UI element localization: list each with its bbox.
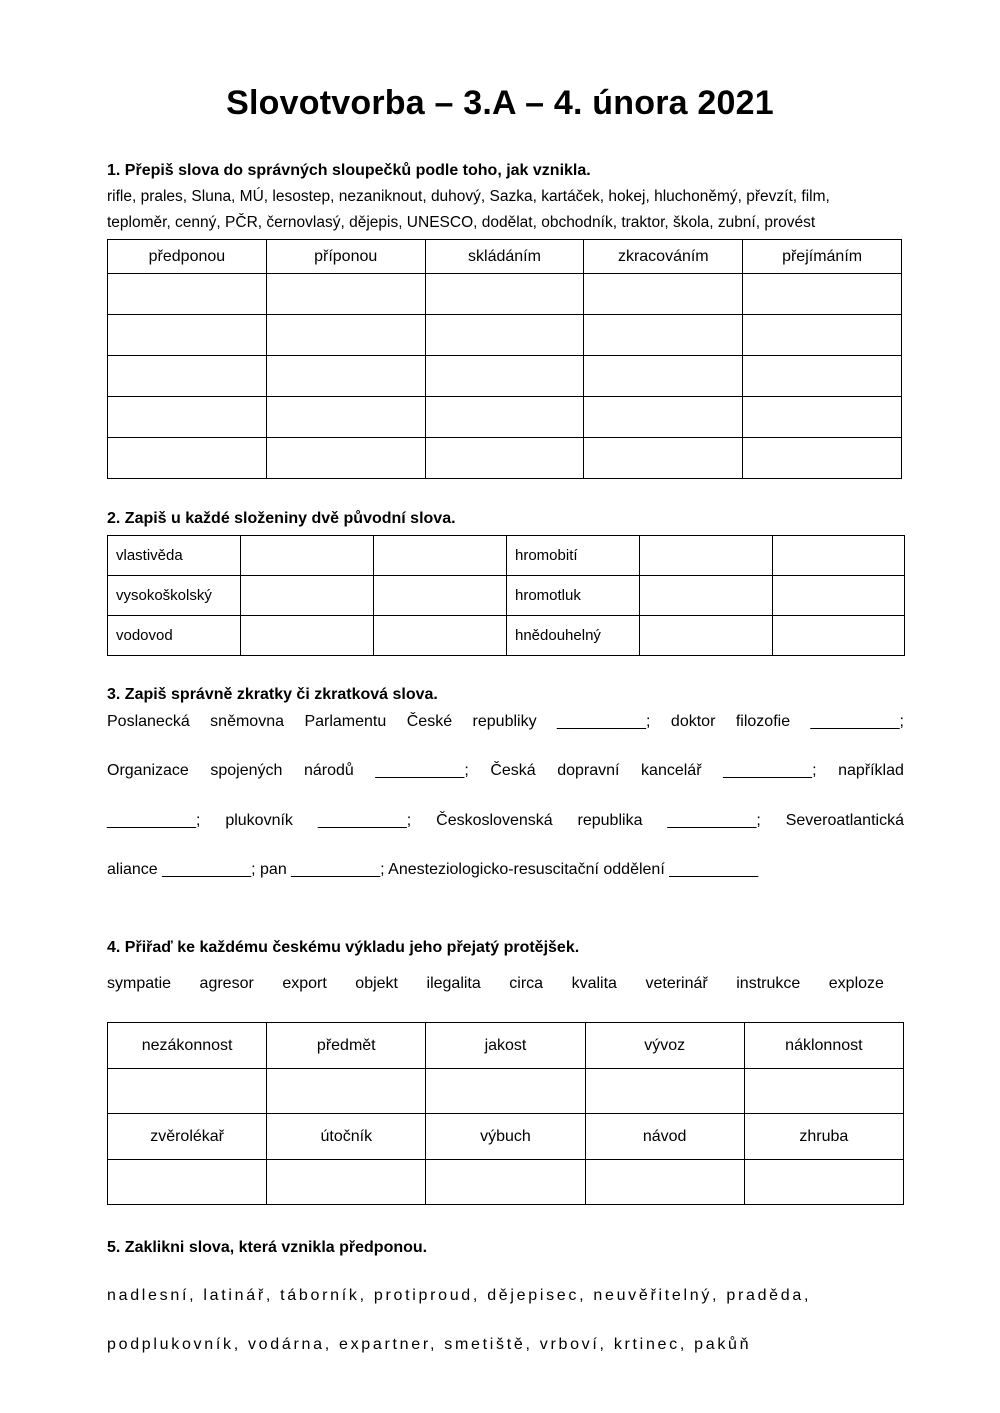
column-header: přejímáním xyxy=(743,240,902,274)
abbreviation-line-3 xyxy=(107,812,904,830)
answer-cell[interactable] xyxy=(374,536,507,576)
loanword: objekt xyxy=(355,975,398,992)
answer-cell[interactable] xyxy=(241,536,374,576)
czech-meaning: vývoz xyxy=(585,1023,744,1069)
line-word: plukovník xyxy=(225,812,293,829)
compound-word: hnědouhelný xyxy=(507,616,640,656)
line-word: Česká xyxy=(490,762,536,779)
answer-cell[interactable] xyxy=(584,397,743,438)
answer-cell[interactable] xyxy=(744,1069,903,1114)
loanword-list xyxy=(107,975,884,993)
answer-cell[interactable] xyxy=(773,576,905,616)
table-row xyxy=(108,274,902,315)
loanword: ilegalita xyxy=(426,975,481,992)
loanword: circa xyxy=(509,975,544,992)
line-word: filozofie xyxy=(735,713,791,730)
line-word: Československá xyxy=(436,812,553,829)
answer-cell[interactable] xyxy=(241,616,374,656)
prefix-words-line-1[interactable]: nadlesní, latinář, táborník, protiproud, dějepisec, neuvěřitelný, praděda, xyxy=(107,1287,812,1304)
answer-cell[interactable] xyxy=(425,438,584,479)
line-word: České xyxy=(406,713,453,730)
answer-cell[interactable] xyxy=(773,616,905,656)
table-row xyxy=(108,576,905,616)
answer-cell[interactable] xyxy=(426,1160,585,1205)
column-header: příponou xyxy=(266,240,425,274)
answer-cell[interactable] xyxy=(426,1069,585,1114)
answer-cell[interactable] xyxy=(374,576,507,616)
loanword-matching-table xyxy=(107,1022,904,1205)
answer-blank[interactable]: __________; xyxy=(810,713,904,730)
answer-cell[interactable] xyxy=(108,1069,267,1114)
czech-meaning: návod xyxy=(585,1114,744,1160)
table-row xyxy=(108,1069,904,1114)
compound-word: vlastivěda xyxy=(108,536,241,576)
loanword: export xyxy=(282,975,327,992)
czech-meaning: zvěrolékař xyxy=(108,1114,267,1160)
answer-cell[interactable] xyxy=(640,616,773,656)
answer-blank[interactable]: __________; xyxy=(375,762,469,779)
line-word: spojených xyxy=(210,762,283,779)
column-header: zkracováním xyxy=(584,240,743,274)
answer-cell[interactable] xyxy=(266,397,425,438)
answer-cell[interactable] xyxy=(108,356,267,397)
answer-cell[interactable] xyxy=(374,616,507,656)
compound-word: hromobití xyxy=(507,536,640,576)
czech-meaning: jakost xyxy=(426,1023,585,1069)
compound-words-table xyxy=(107,535,905,656)
answer-blank[interactable]: __________; xyxy=(557,713,651,730)
czech-meaning: výbuch xyxy=(426,1114,585,1160)
czech-meaning: zhruba xyxy=(744,1114,903,1160)
answer-cell[interactable] xyxy=(743,438,902,479)
line-word: doktor xyxy=(670,713,716,730)
word-formation-table xyxy=(107,239,902,479)
page-title: Slovotvorba – 3.A – 4. února 2021 xyxy=(226,84,774,122)
loanword: instrukce xyxy=(736,975,801,992)
abbreviation-line-4: aliance __________; pan __________; Anesteziologicko-resuscitační oddělení __________ xyxy=(107,861,759,878)
answer-cell[interactable] xyxy=(266,356,425,397)
section1-heading: 1. Přepiš slova do správných sloupečků podle toho, jak vznikla. xyxy=(107,162,591,179)
answer-cell[interactable] xyxy=(108,315,267,356)
loanword: sympatie xyxy=(107,975,172,992)
answer-cell[interactable] xyxy=(108,397,267,438)
section1-words-line2: teploměr, cenný, PČR, černovlasý, dějepis, UNESCO, dodělat, obchodník, traktor, škola, zubní, provést xyxy=(107,214,816,231)
czech-meaning: nezákonnost xyxy=(108,1023,267,1069)
section1-words-line1: rifle, prales, Sluna, MÚ, lesostep, nezaniknout, duhový, Sazka, kartáček, hokej, hluchoněmý, převzít, film, xyxy=(107,188,830,205)
answer-cell[interactable] xyxy=(267,1069,426,1114)
answer-cell[interactable] xyxy=(241,576,374,616)
answer-cell[interactable] xyxy=(267,1160,426,1205)
section3-heading: 3. Zapiš správně zkratky či zkratková slova. xyxy=(107,686,438,703)
answer-blank[interactable]: __________; xyxy=(667,812,761,829)
answer-cell[interactable] xyxy=(585,1160,744,1205)
compound-word: hromotluk xyxy=(507,576,640,616)
line-word: Severoatlantická xyxy=(785,812,904,829)
answer-cell[interactable] xyxy=(425,356,584,397)
loanword: exploze xyxy=(828,975,884,992)
answer-cell[interactable] xyxy=(425,315,584,356)
table-row xyxy=(108,1160,904,1205)
answer-cell[interactable] xyxy=(773,536,905,576)
table-row xyxy=(108,536,905,576)
answer-blank[interactable]: __________; xyxy=(723,762,817,779)
prefix-words-line-2[interactable]: podplukovník, vodárna, expartner, smetiště, vrboví, krtinec, pakůň xyxy=(107,1336,752,1353)
answer-cell[interactable] xyxy=(743,397,902,438)
table-row xyxy=(108,315,902,356)
answer-cell[interactable] xyxy=(266,315,425,356)
answer-cell[interactable] xyxy=(585,1069,744,1114)
table-row xyxy=(108,397,902,438)
answer-cell[interactable] xyxy=(584,315,743,356)
answer-cell[interactable] xyxy=(743,315,902,356)
table-row xyxy=(108,438,902,479)
answer-cell[interactable] xyxy=(640,536,773,576)
compound-word: vodovod xyxy=(108,616,241,656)
answer-blank[interactable]: __________; xyxy=(317,812,412,829)
abbreviation-line-1 xyxy=(107,713,904,731)
czech-meaning: útočník xyxy=(267,1114,426,1160)
section4-heading: 4. Přiřaď ke každému českému výkladu jeho přejatý protějšek. xyxy=(107,939,580,956)
answer-cell[interactable] xyxy=(108,1160,267,1205)
loanword: agresor xyxy=(199,975,254,992)
section2-heading: 2. Zapiš u každé složeniny dvě původní slova. xyxy=(107,510,456,527)
answer-cell[interactable] xyxy=(425,274,584,315)
table-row xyxy=(108,616,905,656)
line-word: Organizace xyxy=(107,762,189,779)
table-header-row xyxy=(108,240,902,274)
column-header: předponou xyxy=(108,240,267,274)
answer-cell[interactable] xyxy=(584,274,743,315)
line-word: sněmovna xyxy=(210,713,284,730)
answer-cell[interactable] xyxy=(425,397,584,438)
czech-meaning: předmět xyxy=(267,1023,426,1069)
table-row xyxy=(108,356,902,397)
line-word: republiky xyxy=(472,713,537,730)
loanword: veterinář xyxy=(645,975,708,992)
line-word: kancelář xyxy=(641,762,702,779)
line-word: Poslanecká xyxy=(107,713,190,730)
column-header: skládáním xyxy=(425,240,584,274)
answer-cell[interactable] xyxy=(266,274,425,315)
section5-heading: 5. Zaklikni slova, která vznikla předponou. xyxy=(107,1239,428,1256)
answer-blank[interactable]: __________; xyxy=(107,812,201,829)
loanword: kvalita xyxy=(571,975,617,992)
table-row xyxy=(108,1023,904,1069)
answer-cell[interactable] xyxy=(584,438,743,479)
compound-word: vysokoškolský xyxy=(108,576,241,616)
answer-cell[interactable] xyxy=(743,274,902,315)
abbreviation-line-2 xyxy=(107,762,904,780)
answer-cell[interactable] xyxy=(743,356,902,397)
line-word: dopravní xyxy=(557,762,620,779)
answer-cell[interactable] xyxy=(266,438,425,479)
line-word: Parlamentu xyxy=(304,713,387,730)
line-word: národů xyxy=(303,762,354,779)
answer-cell[interactable] xyxy=(744,1160,903,1205)
answer-cell[interactable] xyxy=(640,576,773,616)
line-word: republika xyxy=(577,812,643,829)
answer-cell[interactable] xyxy=(108,438,267,479)
answer-cell[interactable] xyxy=(584,356,743,397)
table-row xyxy=(108,1114,904,1160)
answer-cell[interactable] xyxy=(108,274,267,315)
czech-meaning: náklonnost xyxy=(744,1023,903,1069)
line-word: například xyxy=(838,762,904,779)
